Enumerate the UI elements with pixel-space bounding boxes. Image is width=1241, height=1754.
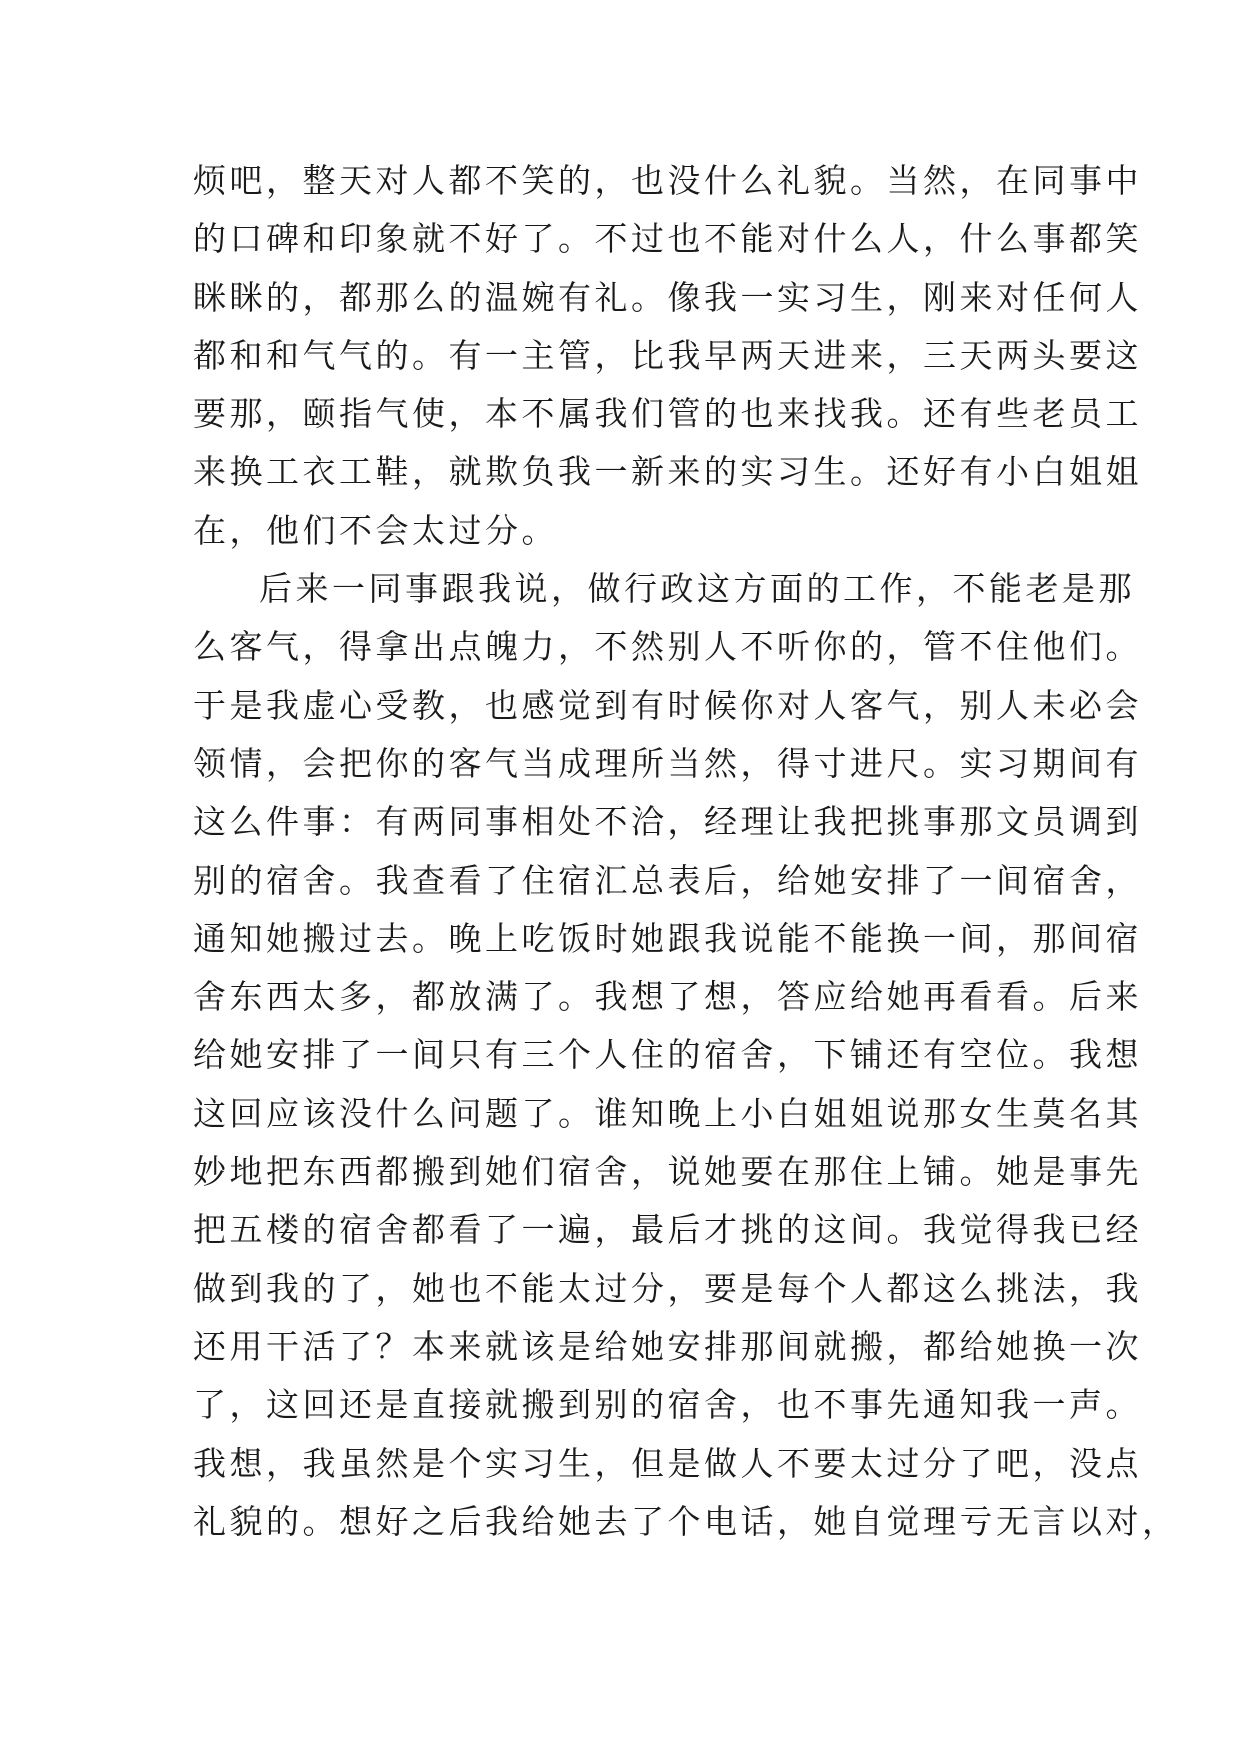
text-line: 么客气，得拿出点魄力，不然别人不听你的，管不住他们。 [193, 627, 1142, 667]
text-line: 要那，颐指气使，本不属我们管的也来找我。还有些老员工 [193, 394, 1142, 434]
text-line: 礼貌的。想好之后我给她去了个电话，她自觉理亏无言以对， [193, 1501, 1179, 1541]
text-line: 舍东西太多，都放满了。我想了想，答应给她再看看。后来 [193, 977, 1142, 1017]
paragraph [193, 560, 1179, 1551]
text-line: 给她安排了一间只有三个人住的宿舍，下铺还有空位。我想 [193, 1035, 1142, 1075]
text-line: 领情，会把你的客气当成理所当然，得寸进尺。实习期间有 [193, 743, 1142, 783]
text-line: 来换工衣工鞋，就欺负我一新来的实习生。还好有小白姐姐 [193, 452, 1142, 492]
text-line: 我想，我虽然是个实习生，但是做人不要太过分了吧，没点 [193, 1443, 1142, 1483]
text-line: 把五楼的宿舍都看了一遍，最后才挑的这间。我觉得我已经 [193, 1210, 1142, 1250]
text-line: 眯眯的，都那么的温婉有礼。像我一实习生，刚来对任何人 [193, 277, 1142, 317]
text-line: 都和和气气的。有一主管，比我早两天进来，三天两头要这 [193, 335, 1142, 375]
text-line: 这回应该没什么问题了。谁知晚上小白姐姐说那女生莫名其 [193, 1093, 1142, 1133]
text-line: 烦吧，整天对人都不笑的，也没什么礼貌。当然，在同事中 [193, 161, 1142, 200]
text-line: 妙地把东西都搬到她们宿舍，说她要在那住上铺。她是事先 [193, 1152, 1142, 1192]
text-line: 在，他们不会太过分。 [193, 510, 558, 550]
body-text [193, 152, 1179, 1551]
text-line: 后来一同事跟我说，做行政这方面的工作，不能老是那 [259, 569, 1135, 609]
text-line: 通知她搬过去。晚上吃饭时她跟我说能不能换一间，那间宿 [193, 918, 1142, 958]
text-line: 了，这回还是直接就搬到别的宿舍，也不事先通知我一声。 [193, 1385, 1142, 1425]
text-line: 这么件事：有两同事相处不洽，经理让我把挑事那文员调到 [193, 802, 1142, 842]
text-line: 于是我虚心受教，也感觉到有时候你对人客气，别人未必会 [193, 685, 1142, 725]
text-line: 做到我的了，她也不能太过分，要是每个人都这么挑法，我 [193, 1268, 1142, 1308]
text-line: 别的宿舍。我查看了住宿汇总表后，给她安排了一间宿舍， [193, 860, 1142, 900]
text-line: 的口碑和印象就不好了。不过也不能对什么人，什么事都笑 [193, 219, 1142, 259]
text-line: 还用干活了？本来就该是给她安排那间就搬，都给她换一次 [193, 1326, 1142, 1366]
paragraph [193, 152, 1142, 560]
